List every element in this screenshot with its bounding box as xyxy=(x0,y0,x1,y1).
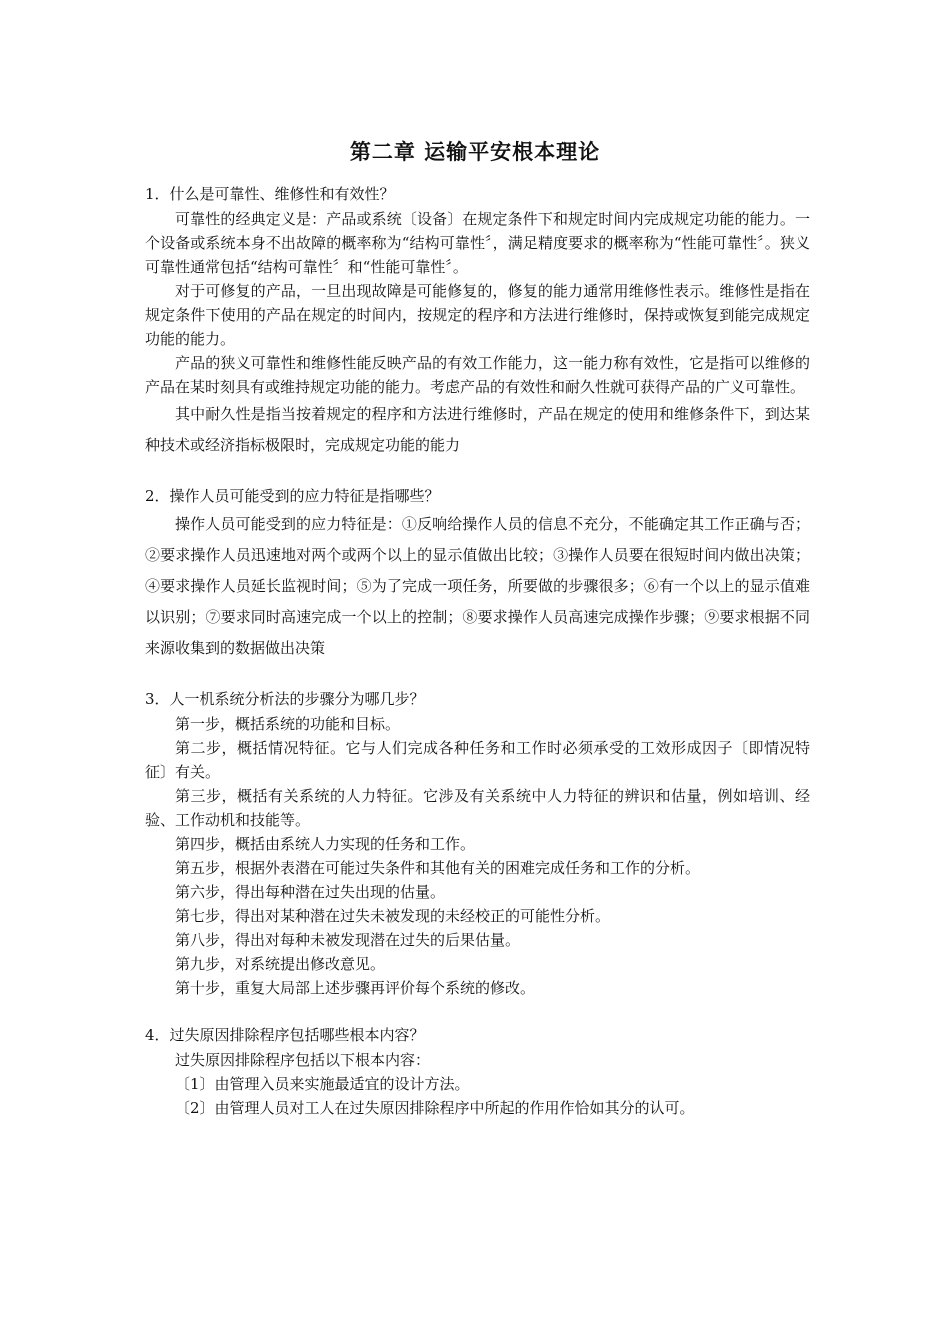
step-item: 第四步，概括由系统人力实现的任务和工作。 xyxy=(175,835,476,853)
step-item: 第一步，概括系统的功能和目标。 xyxy=(175,715,401,733)
section-spacer xyxy=(145,1000,810,1022)
step-item: 第八步，得出对每种未被发现潜在过失的后果估量。 xyxy=(175,931,521,949)
list-item: 〔2〕由管理人员对工人在过失原因排除程序中所起的作用作恰如其分的认可。 xyxy=(175,1099,695,1117)
step-item: 第六步，得出每种潜在过失出现的估量。 xyxy=(175,883,446,901)
section-spacer xyxy=(145,664,810,686)
paragraph: 其中耐久性是指当按着规定的程序和方法进行维修时，产品在规定的使用和维修条件下，到达某种技术或经济指标极限时，完成规定功能的能力 xyxy=(145,405,810,454)
paragraph: 操作人员可能受到的应力特征是：①反响给操作人员的信息不充分，不能确定其工作正确与否；②要求操作人员迅速地对两个或两个以上的显示值做出比较；③操作人员要在很短时间内做出决策；④要求操作人员延长监视时间；⑤为了完成一项任务，所要做的步骤很多；⑥有一个以上的显示值难以识别；⑦要求同时高速完成一个以上的控制；⑧要求操作人员高速完成操作步骤；⑨要求根据不同来源收集到的数据做出决策 xyxy=(145,515,810,657)
paragraph: 过失原因排除程序包括以下根本内容： xyxy=(175,1051,431,1069)
step-item: 第二步，概括情况特征。它与人们完成各种任务和工作时必须承受的工效形成因子〔即情况特征〕有关。 xyxy=(145,739,810,781)
step-item: 第十步，重复大局部上述步骤再评价每个系统的修改。 xyxy=(175,979,536,997)
step-item: 第九步，对系统提出修改意见。 xyxy=(175,955,386,973)
section-spacer xyxy=(145,461,810,483)
paragraph: 对于可修复的产品，一旦出现故障是可能修复的，修复的能力通常用维修性表示。维修性是指在规定条件下使用的产品在规定的时间内，按规定的程序和方法进行维修时，保持或恢复到能完成规定功能的能力。 xyxy=(145,282,810,348)
chapter-title: 第二章 运输平安根本理论 xyxy=(349,140,601,164)
document-body xyxy=(145,181,810,1120)
step-item: 第三步，概括有关系统的人力特征。它涉及有关系统中人力特征的辨识和估量，例如培训、经验、工作动机和技能等。 xyxy=(145,787,810,829)
list-item: 〔1〕由管理入员来实施最适宜的设计方法。 xyxy=(175,1075,470,1093)
step-item: 第七步，得出对某种潜在过失未被发现的未经校正的可能性分析。 xyxy=(175,907,611,925)
question-1: 1．什么是可靠性、维修性和有效性？ xyxy=(145,185,395,203)
paragraph: 可靠性的经典定义是：产品或系统〔设备〕在规定条件下和规定时间内完成规定功能的能力。一个设备或系统本身不出故障的概率称为“结构可靠性〞，满足精度要求的概率称为“性能可靠性〞。狭义可靠性通常包括“结构可靠性〞和“性能可靠性〞。 xyxy=(145,210,810,276)
question-3: 3．人一机系统分析法的步骤分为哪几步？ xyxy=(145,690,425,708)
question-2: 2．操作人员可能受到的应力特征是指哪些？ xyxy=(145,487,440,505)
question-4: 4．过失原因排除程序包括哪些根本内容？ xyxy=(145,1026,425,1044)
paragraph: 产品的狭义可靠性和维修性能反映产品的有效工作能力，这一能力称有效性，它是指可以维修的产品在某时刻具有或维持规定功能的能力。考虑产品的有效性和耐久性就可获得产品的广义可靠性。 xyxy=(145,354,810,396)
step-item: 第五步，根据外表潜在可能过失条件和其他有关的困难完成任务和工作的分析。 xyxy=(175,859,701,877)
